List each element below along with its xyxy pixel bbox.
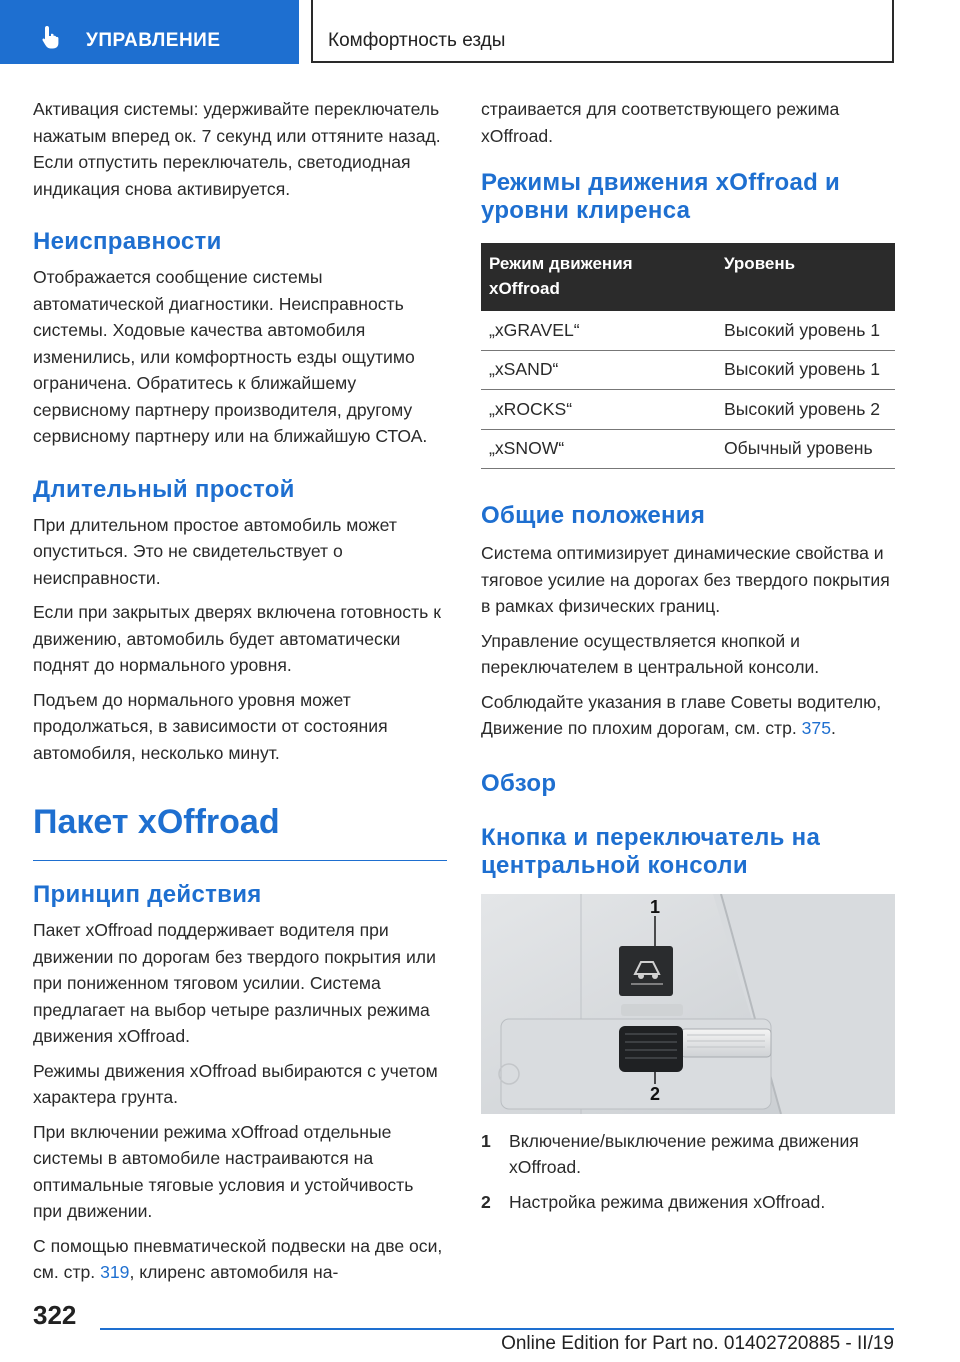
section-tab [0,0,299,64]
chapter-box [311,0,894,63]
button-heading: Кнопка и переключатель на центральной консоли [481,823,821,879]
left-column [33,96,447,1286]
general-text-1: Система оптимизирует динамические свойства и тяговое усилие на дорогах без твердого покрытия в рамках физических границ. [481,543,890,616]
faults-text: Отображается сообщение системы автоматической диагностики. Неисправность системы. Ходовые качества автомобиля изменились, или комфортность езды ощутимо ограничена. Обратитесь к ближайшему сервисному партнеру производителя, другому сервисному партнеру или на ближайшую СТОА. [33,267,428,446]
principle-text-1: Пакет xOffroad поддерживает водителя при движении по дорогам без твердого покрытия или при пониженном тяговом усилии. Система предлагает на выбор четыре различных режима движения xOffroad. [33,920,436,1046]
legend-num: 2 [481,1191,491,1212]
general-text-3 [481,689,895,742]
pointing-hand-icon [40,24,66,50]
legend-num: 1 [481,1130,491,1151]
legend-item [481,1128,895,1181]
principle-text-3: При включении режима xOffroad отдельные системы в автомобиле настраиваются на оптимальные тяговые условия и устойчивость при движении. [33,1121,414,1221]
table-cell-level: Обычный уровень [716,429,895,469]
table-row [481,390,895,430]
idle-text-2: Если при закрытых дверях включена готовность к движению, автомобиль будет автоматически поднят до нормального уровня. [33,602,441,675]
callout-2: 2 [650,1083,661,1104]
figure-legend [481,1128,895,1216]
principle-text-4a: С помощью пневматической подвески на две оси, см. стр. [33,1235,443,1282]
page-link-319[interactable]: 319 [100,1262,130,1282]
chapter-title: Комфортность езды [328,30,506,51]
modes-heading: Режимы движения xOffroad и уровни клиренса [481,169,841,224]
general-text-2: Управление осуществляется кнопкой и переключателем в центральной консоли. [481,630,820,677]
package-title: Пакет xOffroad [33,802,447,861]
table-row [481,429,895,469]
principle-text-2: Режимы движения xOffroad выбираются с учетом характера грунта. [33,1060,438,1107]
legend-text: Включение/выключение режима движения xOffroad. [509,1130,859,1177]
legend-text: Настройка режима движения xOffroad. [509,1191,826,1212]
table-cell-mode: „xSAND“ [481,350,716,390]
page-link-375[interactable]: 375 [801,718,831,738]
table-cell-mode: „xROCKS“ [481,390,716,430]
principle-text-4 [33,1233,447,1286]
table-cell-level: Высокий уровень 1 [716,350,895,390]
section-title: УПРАВЛЕНИЕ [86,30,221,51]
general-text-3a: Соблюдайте указания в главе Советы водителю, Движение по плохим дорогам, см. стр. [481,691,882,738]
table-row [481,350,895,390]
table-header-row [481,243,895,311]
idle-text-3: Подъем до нормального уровня может продолжаться, в зависимости от состояния автомобиля, несколько минут. [33,689,388,763]
activation-text: Активация системы: удерживайте переключатель нажатым вперед ок. 7 секунд или оттяните назад. Если отпустить переключатель, светодиодная индикация снова активируется. [33,99,441,199]
right-column [481,96,895,1215]
general-text-3b: . [831,718,836,738]
principle-text-4b: , клиренс автомобиля на- [129,1262,339,1282]
console-photo [481,894,895,1114]
edition-text: Online Edition for Part no. 01402720885 - II/19 [501,1333,894,1354]
idle-text-1: При длительном простое автомобиль может опуститься. Это не свидетельствует о неисправности. [33,514,397,588]
table-cell-mode: „xGRAVEL“ [481,311,716,350]
continuation-text: страивается для соответствующего режима xOffroad. [481,99,840,146]
table-cell-mode: „xSNOW“ [481,429,716,469]
general-heading: Общие положения [481,502,706,529]
idle-heading: Длительный простой [33,475,295,503]
table-cell-level: Высокий уровень 1 [716,311,895,350]
callout-1: 1 [650,896,661,917]
table-header-level: Уровень [716,243,895,311]
table-row [481,311,895,350]
page-number: 322 [33,1300,77,1330]
footer-divider [100,1328,894,1330]
legend-item [481,1189,895,1216]
table-cell-level: Высокий уровень 2 [716,390,895,430]
modes-table [481,243,895,469]
overview-heading: Обзор [481,769,557,797]
faults-heading: Неисправности [33,228,222,255]
table-header-mode: Режим движения xOffroad [481,243,716,311]
principle-heading: Принцип действия [33,881,262,908]
